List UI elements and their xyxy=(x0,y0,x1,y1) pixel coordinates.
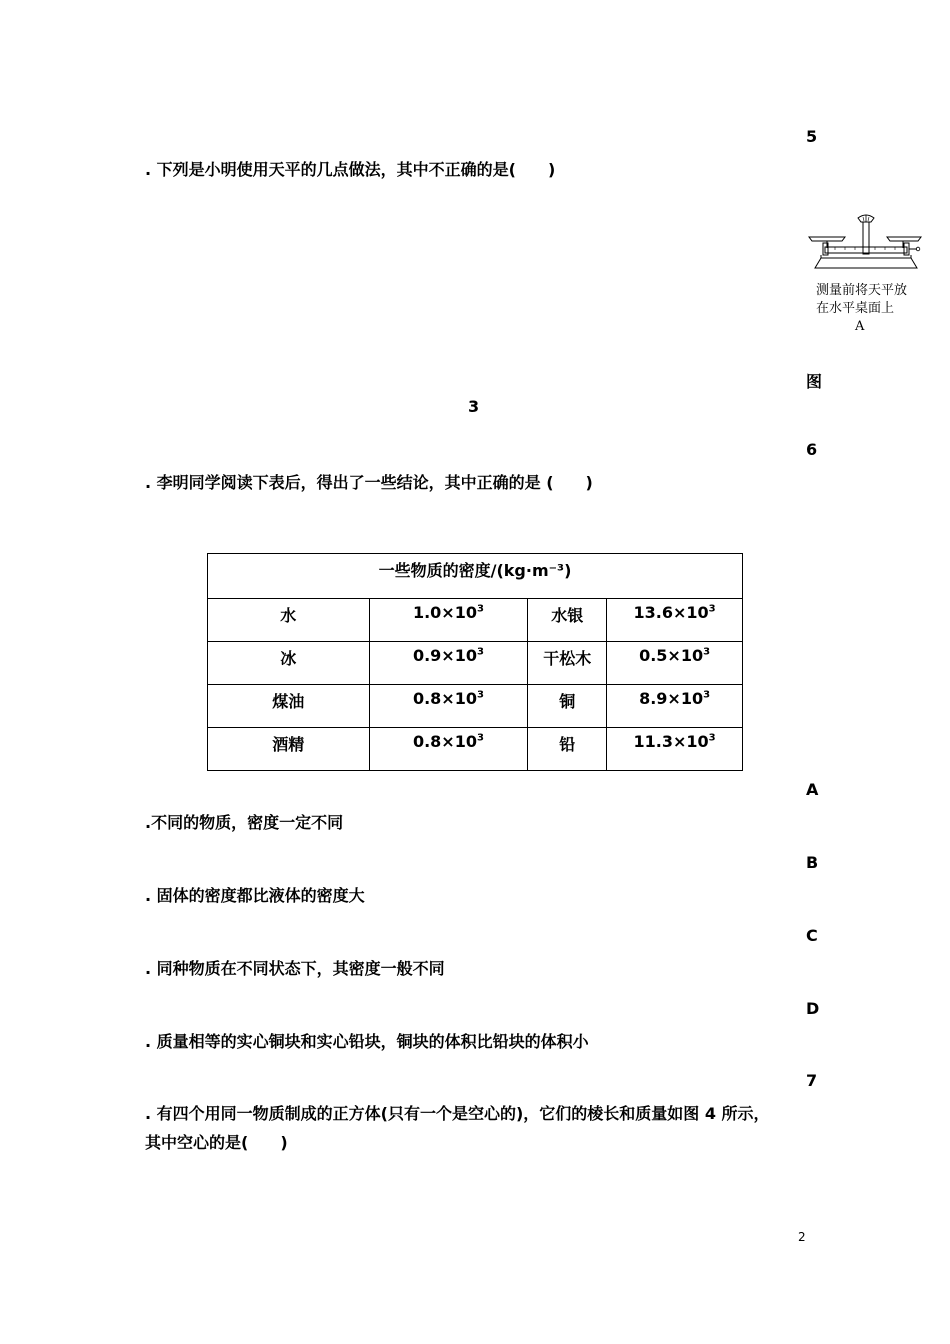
table-row xyxy=(208,642,743,685)
option-a-text: .不同的物质，密度一定不同 xyxy=(145,813,344,832)
question-7-text-line-1: . 有四个用同一物质制成的正方体(只有一个是空心的)，它们的棱长和质量如图 4 所示， xyxy=(145,1104,770,1123)
balance-figure xyxy=(805,210,925,280)
density-cell: $11.3\times 10^3$ xyxy=(607,728,743,771)
option-c-letter: C xyxy=(806,926,818,945)
substance-cell: 煤油 xyxy=(208,685,370,728)
substance-cell: 铜 xyxy=(528,685,607,728)
option-b-text: . 固体的密度都比液体的密度大 xyxy=(145,886,365,905)
substance-cell: 水银 xyxy=(528,599,607,642)
figure-label: 图 xyxy=(806,372,823,391)
density-cell: $0.9\times 10^3$ xyxy=(369,642,528,685)
question-7-text-line-2: 其中空心的是( ) xyxy=(145,1133,288,1152)
density-cell: $0.8\times 10^3$ xyxy=(369,728,528,771)
question-7-number: 7 xyxy=(806,1071,818,1090)
density-table xyxy=(207,553,743,771)
option-d-text: . 质量相等的实心铜块和实心铅块，铜块的体积比铅块的体积小 xyxy=(145,1032,589,1051)
figure-caption-line-1: 测量前将天平放 xyxy=(816,283,908,298)
density-cell: $0.5\times 10^3$ xyxy=(607,642,743,685)
substance-cell: 酒精 xyxy=(208,728,370,771)
question-6-text: . 李明同学阅读下表后，得出了一些结论，其中正确的是 ( ) xyxy=(145,473,593,492)
figure-number: 3 xyxy=(468,397,480,416)
figure-caption-line-2: 在水平桌面上 xyxy=(816,301,895,316)
option-b-letter: B xyxy=(806,853,819,872)
figure-option-label: A xyxy=(855,319,865,334)
substance-cell: 干松木 xyxy=(528,642,607,685)
substance-cell: 冰 xyxy=(208,642,370,685)
table-header-row xyxy=(208,554,743,599)
question-5-text: . 下列是小明使用天平的几点做法，其中不正确的是( ) xyxy=(145,160,556,179)
substance-cell: 水 xyxy=(208,599,370,642)
table-title: 一些物质的密度/(kg·m⁻³) xyxy=(208,554,743,599)
density-cell: $1.0\times 10^3$ xyxy=(369,599,528,642)
option-c-text: . 同种物质在不同状态下，其密度一般不同 xyxy=(145,959,445,978)
density-cell: $13.6\times 10^3$ xyxy=(607,599,743,642)
table-row xyxy=(208,685,743,728)
density-cell: $0.8\times 10^3$ xyxy=(369,685,528,728)
density-cell: $8.9\times 10^3$ xyxy=(607,685,743,728)
option-d-letter: D xyxy=(806,999,820,1018)
substance-cell: 铅 xyxy=(528,728,607,771)
question-5-number: 5 xyxy=(806,127,818,146)
figure-caption xyxy=(816,282,926,336)
balance-scale-icon xyxy=(805,210,925,280)
table-row xyxy=(208,728,743,771)
option-a-letter: A xyxy=(806,780,819,799)
question-6-number: 6 xyxy=(806,440,818,459)
page-number: 2 xyxy=(798,1230,806,1244)
table-row xyxy=(208,599,743,642)
